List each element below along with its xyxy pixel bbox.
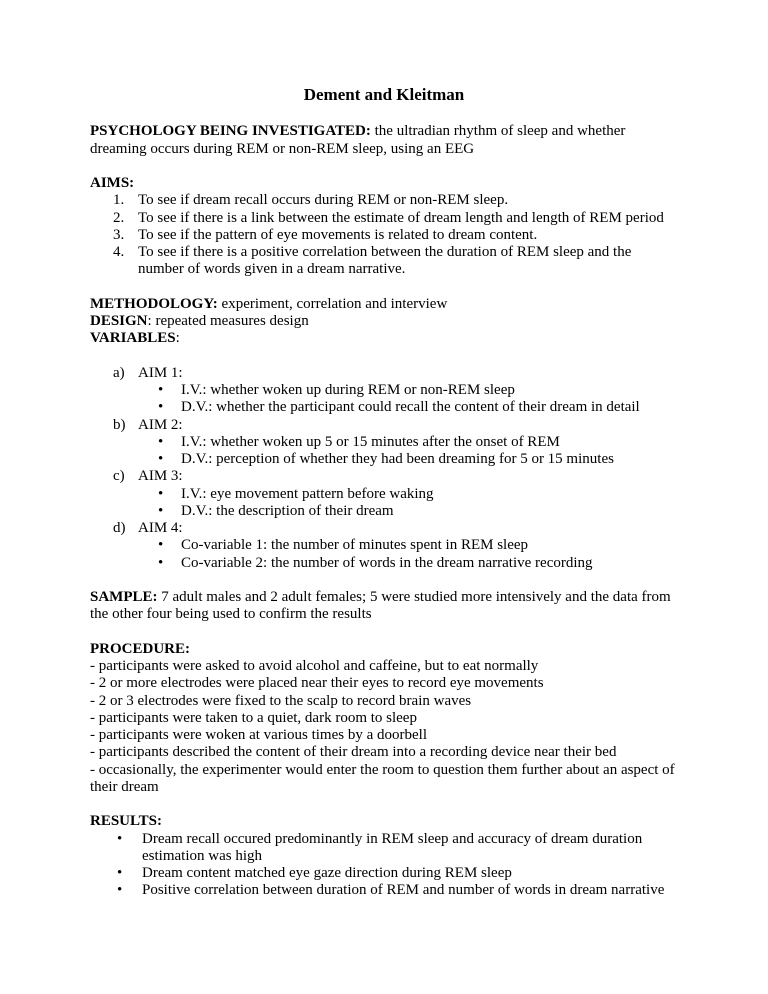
procedure-item: - participants were taken to a quiet, dark room to sleep: [90, 709, 417, 726]
variable-group-title: AIM 2:: [138, 416, 183, 433]
procedure-item: - participants were asked to avoid alcohol and caffeine, but to eat normally: [90, 658, 539, 674]
variable-bullet: [90, 555, 678, 572]
document-title: Dement and Kleitman: [303, 85, 465, 104]
procedure-item: - participants described the content of their dream into a recording device near their bed: [90, 744, 617, 761]
section-variables-heading: [90, 330, 678, 347]
design-text: : repeated measures design: [147, 313, 309, 329]
aim-item-marker: 2.: [113, 209, 125, 226]
procedure-item: - 2 or more electrodes were placed near their eyes to record eye movements: [90, 675, 544, 692]
procedure-heading: [90, 641, 678, 658]
aims-heading: [90, 175, 678, 192]
procedure-item: - occasionally, the experimenter would enter the room to question them further about an aspect of their dream: [90, 761, 675, 795]
variable-bullet-text: D.V.: whether the participant could recall the content of their dream in detail: [181, 399, 640, 416]
procedure-item: - 2 or 3 electrodes were fixed to the scalp to record brain waves: [90, 692, 472, 709]
aim-item-text: To see if there is a link between the estimate of dream length and length of REM period: [138, 209, 664, 226]
variables-label: VARIABLES: [90, 330, 176, 347]
variable-bullet: [90, 399, 678, 416]
bullet-marker: •: [158, 433, 164, 450]
aim-item-text: To see if dream recall occurs during REM or non-REM sleep.: [138, 192, 509, 209]
blank-line: [90, 624, 678, 641]
section-psychology: [90, 123, 678, 158]
bullet-marker: •: [158, 451, 164, 467]
sample-text: 7 adult males and 2 adult females; 5 were studied more intensively and the data from the other four being used to confirm the results: [90, 589, 671, 623]
variable-group-title: AIM 3:: [138, 468, 183, 485]
aim-item-marker: 1.: [113, 192, 125, 209]
procedure-item: - participants were woken at various times by a doorbell: [90, 727, 427, 743]
blank-line: [90, 348, 678, 365]
bullet-marker: •: [117, 882, 123, 899]
procedure-label: PROCEDURE:: [90, 640, 190, 657]
variable-bullet-text: D.V.: perception of whether they had been dreaming for 5 or 15 minutes: [181, 451, 614, 467]
result-item: [90, 882, 678, 899]
aim-item: [90, 227, 678, 244]
variable-group-heading: [90, 417, 678, 434]
blank-line: [90, 796, 678, 813]
aim-item-text: To see if the pattern of eye movements is related to dream content.: [138, 226, 538, 243]
blank-line: [90, 279, 678, 296]
variables-colon: :: [175, 330, 180, 347]
aim-item: [90, 210, 678, 227]
variable-group-title: AIM 1:: [138, 364, 183, 381]
section-sample: [90, 589, 678, 624]
blank-line: [90, 572, 678, 589]
aim-item-text: To see if there is a positive correlation between the duration of REM sleep and the number of words given in a dream narrative.: [138, 244, 632, 278]
blank-line: [90, 106, 678, 123]
variable-bullet: [90, 537, 678, 554]
section-methodology: [90, 296, 678, 313]
variable-bullet: [90, 434, 678, 451]
psychology-label: PSYCHOLOGY BEING INVESTIGATED:: [90, 123, 371, 140]
bullet-marker: •: [117, 865, 123, 881]
bullet-marker: •: [117, 830, 123, 847]
aim-item-marker: 3.: [113, 226, 125, 243]
result-item-text: Positive correlation between duration of REM and number of words in dream narrative: [142, 882, 665, 899]
section-design: [90, 313, 678, 330]
variable-bullet: [90, 451, 678, 468]
document-page: [90, 0, 678, 900]
variable-group-marker: c): [113, 468, 125, 485]
variable-group-heading: [90, 520, 678, 537]
variable-bullet-text: D.V.: the description of their dream: [181, 502, 394, 519]
psychology-text: the ultradian rhythm of sleep and whether dreaming occurs during REM or non-REM sleep, using an EEG: [90, 123, 626, 157]
variable-bullet: [90, 503, 678, 520]
bullet-marker: •: [158, 537, 164, 554]
aim-item: [90, 244, 678, 279]
variable-group-marker: d): [113, 520, 126, 536]
bullet-marker: •: [158, 382, 164, 398]
bullet-marker: •: [158, 502, 164, 519]
result-item: [90, 831, 678, 866]
variable-bullet-text: I.V.: whether woken up during REM or non-REM sleep: [181, 382, 515, 398]
results-label: RESULTS:: [90, 813, 162, 830]
bullet-marker: •: [158, 485, 164, 502]
aim-item: [90, 192, 678, 209]
design-label: DESIGN: [90, 313, 148, 329]
variable-group-marker: a): [113, 364, 125, 381]
variable-group-title: AIM 4:: [138, 520, 183, 536]
bullet-marker: •: [158, 554, 164, 571]
aim-item-marker: 4.: [113, 244, 125, 260]
result-item: [90, 865, 678, 882]
variable-group-heading: [90, 365, 678, 382]
bullet-marker: •: [158, 399, 164, 416]
methodology-label: METHODOLOGY:: [90, 295, 218, 312]
variable-group-marker: b): [113, 416, 126, 433]
variable-bullet: [90, 382, 678, 399]
variable-bullet-text: I.V.: whether woken up 5 or 15 minutes after the onset of REM: [181, 433, 560, 450]
sample-label: SAMPLE:: [90, 589, 158, 605]
variable-bullet-text: Co-variable 1: the number of minutes spent in REM sleep: [181, 537, 529, 554]
result-item-text: Dream recall occured predominantly in REM sleep and accuracy of dream duration estimation was high: [142, 830, 643, 864]
methodology-text: experiment, correlation and interview: [217, 295, 448, 312]
result-item-text: Dream content matched eye gaze direction during REM sleep: [142, 865, 512, 881]
aims-label: AIMS:: [90, 175, 135, 191]
variable-bullet-text: Co-variable 2: the number of words in the dream narrative recording: [181, 554, 593, 571]
results-heading: [90, 813, 678, 830]
blank-line: [90, 158, 678, 175]
variable-group-heading: [90, 468, 678, 485]
variable-bullet: [90, 486, 678, 503]
variable-bullet-text: I.V.: eye movement pattern before waking: [181, 485, 434, 502]
